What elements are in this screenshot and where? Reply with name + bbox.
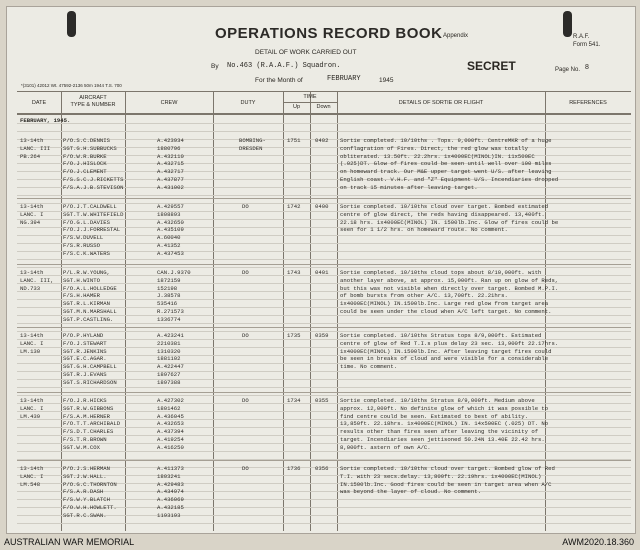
sortie-separator [17,392,631,393]
aircraft-type-number: LANC. III PB.264 [20,145,51,160]
crew-member-name: F/O.A.L.HOLLEDGE [63,284,117,292]
crew-member-service-number: 1897627 [157,371,181,378]
crew-member-service-number: A.432650 [157,218,184,226]
sortie-duty: DO [242,465,249,472]
crew-member-service-number: 152198 [157,284,178,292]
crew-member-name: F/S.H.HAMER [63,292,100,300]
crew-member-service-number: A.437877 [157,176,184,183]
crew-member-service-number: A.422447 [157,363,184,371]
ruled-line [17,131,631,132]
crew-member-service-number: A.423934 [157,137,184,144]
column-date: DATE [31,100,47,106]
page-label: Page No. [555,67,581,73]
crew-member-service-number: 1801462 [157,404,181,412]
ruled-line [17,523,631,524]
crew-member-service-number: A.434974 [157,488,184,496]
column-crew: CREW [160,100,178,106]
operations-record-sheet [6,6,636,534]
security-classification: SECRET [467,59,516,73]
crew-member-service-number: 1880796 [157,144,181,152]
time-up: 1735 [287,332,301,339]
aircraft-type-number: LANC. III, ND.733 [20,277,54,292]
crew-member-name: F/S.A.R.DASH [63,488,104,496]
crew-member-name: F/S.A.J.B.STEVISON [63,183,124,191]
column-time: TIME [303,94,317,100]
sortie-duty: DO [242,203,249,210]
crew-member-name: F/S.W.DUVELL [63,234,104,242]
crew-member-service-number: A.436069 [157,496,184,504]
column-references: REFERENCES [569,100,607,106]
column-up: Up [292,104,301,110]
aircraft-type-number: LANC. I LM.130 [20,340,44,355]
crew-member-name: F/O.T.T.ARCHIBALD [63,420,121,428]
crew-member-name: SGT.R.W.GIBBONS [63,404,114,412]
form-reference-number: Form 541. [573,42,601,48]
time-up: 1736 [287,465,301,472]
column-details: DETAILS OF SORTIE OR FLIGHT [398,100,484,106]
crew-member-service-number: 1897388 [157,378,181,386]
aircraft-type-number: LANC. I LM.548 [20,473,44,488]
column-rule [61,91,62,531]
sortie-duty: DO [242,397,249,404]
sortie-date: 13-14th [20,137,44,144]
crew-member-name: F/O.W.R.BURKE [63,152,107,160]
crew-member-service-number: 1808893 [157,210,181,218]
crew-member-name: SGT.E.C.AGAR. [63,355,107,363]
crew-member-name: F/S.T.R.BROWN [63,436,107,443]
column-rule [283,91,284,531]
form-subtitle: DETAIL OF WORK CARRIED OUT [255,49,357,56]
header-rule [17,114,631,115]
sortie-date: 13-14th [20,203,44,210]
crew-member-name: SGT.W.M.COX [63,443,100,451]
binder-hole [67,11,76,37]
sortie-details: Sortie completed. 10/10ths Stratus tops 8/9,000ft. Estimated centre of glow of Red T.I.s plus delay 23 sec. 13,900ft 22.17hrs. 1x4000EC(MINOL) IN.1500lb.Inc. After leaving target fires could be seen in breaks of cloud and were visible for a considerable time. No comment. [340,332,559,371]
month-label: For the Month of [255,77,303,84]
crew-member-name: SGT.M.N.MARSHALL [63,308,117,315]
ruled-line [17,267,631,268]
crew-member-service-number: 1336774 [157,315,181,323]
time-down: 0402 [315,137,329,144]
by-label: By [211,63,219,70]
crew-member-name: F/O.J.R.HICKS [63,397,107,404]
aircraft-type-number: LANC. I LM.439 [20,405,44,420]
column-aircraft: AIRCRAFT TYPE & NUMBER [70,95,116,108]
sortie-details: Sortie completed. 10/10ths Stratus 8/9,000ft. Medium above approx. 12,000ft. No definite glow of which it was possible to find centre could be seen. Estimated to best of ability. 13,850ft. 22.18hrs. 1x4000EC(MINOL) IN. 14x500EC (.025) DT. No results other than fires seen after leaving the vicinity of target. Incendiaries seen jettisoned 50.24N 13.40E 22.42 hrs. 8,000ft. astern of own A/C. [340,397,549,451]
crew-member-name: F/S.W.Y.BLATCH [63,496,110,504]
crew-member-service-number: A.437394 [157,428,184,436]
page-number: 8 [585,64,589,71]
ruled-line [17,515,631,516]
crew-member-service-number: A.419254 [157,436,184,443]
crew-member-service-number: J.38578 [157,292,181,300]
archive-credit: AUSTRALIAN WAR MEMORIAL [4,537,135,547]
crew-member-service-number: 1803241 [157,472,181,480]
form-reference: R.A.F. [573,34,590,40]
record-table [17,91,631,531]
crew-member-name: F/O.J.J.FORRESTAL [63,226,121,234]
crew-member-service-number: A.432185 [157,504,184,511]
crew-member-name: P/O.J.T.CALDWELL [63,203,117,210]
crew-member-service-number: A.432110 [157,152,184,160]
crew-member-service-number: A.435109 [157,226,184,234]
sortie-separator [17,198,631,199]
crew-member-service-number: 1872159 [157,276,181,284]
crew-member-name: F/O.J.CLEMENT [63,168,107,176]
sortie-separator [17,327,631,328]
time-up: 1751 [287,137,301,144]
crew-member-name: F/O.J.STEWART [63,339,107,347]
sortie-details: Sortie completed. 10/10ths . Tops. 9,000ft. CentreMKR of a huge conflagration of Fires. Direct, the red glow was totally obliterated. 13.50ft. 22.2hrs. 1x4000EC(MINOL)IN. 11x500EC (.025)DT. Glow of fires could be seen until well over 100 miles on homeward track. Our M&E upper target went U/S. after leaving English coast. V.H.F. and "Z" Equipment U/S. Incendiaries dropped on track 15 minutes after leaving target. [340,137,559,191]
crew-member-service-number: A.437453 [157,249,184,257]
time-down: 0355 [315,397,329,404]
crew-member-name: SGT.P.CASTLING. [63,315,114,323]
ruled-line [17,235,631,236]
crew-member-service-number: A.416250 [157,443,184,451]
crew-member-name: SGT.R.L.KIRMAN [63,300,110,308]
crew-member-name: P/O.J.S.HERMAN [63,465,110,472]
header-rule [17,91,631,92]
ruled-line [17,259,631,260]
crew-member-service-number: 535416 [157,300,178,308]
crew-member-name: SGT.H.WINTO [63,276,100,284]
year-value: 1945 [379,77,394,84]
crew-member-name: SGT.G.H.CAMPBELL [63,363,117,371]
crew-member-name: SGT.R.JENKINS [63,347,107,355]
crew-member-name: F/S.D.T.CHARLES [63,428,114,436]
sortie-duty: DO [242,269,249,276]
month-heading: FEBRUARY, 1945. [20,117,71,124]
crew-member-name: F/O.J.HISLOCK [63,160,107,168]
aircraft-type-number: LANC. I NG.394 [20,211,44,226]
crew-member-service-number: R.271573 [157,308,184,315]
time-up: 1734 [287,397,301,404]
crew-member-name: F/O.G.L.DAVIES [63,218,110,226]
sortie-details: Sortie completed. 10/10ths cloud over target. Bombed estimated centre of glow direct, the reds having disappeared. 13,400ft. 22.18 hrs. 1x4000EC(MINOL) IN. 1500lb.Inc. Glow of fires could be seen for 1 1/2 hrs. on homeward route. No comment. [340,203,559,234]
form-title: OPERATIONS RECORD BOOK [215,25,443,42]
crew-member-name: SGT.G.H.SUBBUCKS [63,144,117,152]
sortie-date: 13-14th [20,269,44,276]
crew-member-name: P/O.G.C.THORNTON [63,480,117,488]
crew-member-name: F/S.R.RUSSO [63,242,100,249]
crew-member-name: P/O.P.HYLAND [63,332,104,339]
crew-member-service-number: 1881102 [157,355,181,363]
ruled-line [17,243,631,244]
sortie-details: Sortie completed. 10/10ths cloud over target. Bombed glow of Red T.I. with 23 secs.delay. 13,800ft. 22.19hrs. 1x4000EC(MINOL) IN.1500lb.Inc. Good fires could be seen in target area when A/C was beyond the layer of cloud. No comment. [340,465,555,496]
sortie-date: 13-14th [20,332,44,339]
crew-member-service-number: A.411373 [157,465,184,472]
crew-member-name: F/S.S.C.J.RICKETTS [63,176,124,183]
crew-member-service-number: A.431002 [157,183,184,191]
crew-member-service-number: A.60040 [157,234,181,242]
squadron-name: No.463 (R.A.A.F.) Squadron. [227,62,341,70]
crew-member-name: SGT.R.C.SWAN. [63,511,107,519]
time-up: 1743 [287,269,301,276]
time-down: 0400 [315,203,329,210]
crew-member-name: F/O.W.H.HOWLETT. [63,504,117,511]
crew-member-name: SGT.S.RICHARDSON [63,378,117,386]
column-rule [337,91,338,531]
sortie-separator [17,460,631,461]
sortie-date: 13-14th [20,465,44,472]
crew-member-name: F/S.A.M.HERNER [63,412,110,420]
crew-member-service-number: A.429557 [157,203,184,210]
sortie-details: Sortie completed. 10/10ths cloud tops about 8/10,000ft. with another layer above, at approx. 15,000ft. Ran up on glow of Reds, but this was not visible when directly over target. Bombed M.P.I. of bomb bursts from other A/C. 13,700ft. 22.21hrs. 1x4000EC(MINOL) IN.1500lb.Inc. Large red glow from target area could be seen under the cloud when A/C left target. No comment. [340,269,559,315]
column-rule [310,91,311,531]
sortie-separator [17,264,631,265]
crew-member-name: P/L.R.W.YOUNG, [63,269,110,276]
crew-member-service-number: A.432653 [157,420,184,428]
column-rule [125,91,126,531]
crew-member-name: SGT.R.J.EVANS [63,371,107,378]
appendix-label: Appendix [443,33,469,39]
crew-member-service-number: A.41352 [157,242,181,249]
sortie-duty: BOMBING- DRESDEN [239,137,266,152]
time-rule [283,102,337,103]
crew-member-service-number: 1193193 [157,511,181,519]
archive-reference: AWM2020.18.360 [562,537,634,547]
ruled-line [17,371,631,372]
ruled-line [17,195,631,196]
binder-hole [563,11,572,37]
crew-member-name: F/S.C.K.WATERS [63,249,110,257]
crew-member-name: SGT.T.W.WHITEFIELD [63,210,124,218]
column-down: Down [316,104,331,110]
month-value: FEBRUARY [327,75,361,83]
column-duty: DUTY [240,100,256,106]
ruled-line [17,387,631,388]
time-down: 0359 [315,332,329,339]
ruled-line [17,123,631,124]
crew-member-service-number: A.427302 [157,397,184,404]
column-rule [213,91,214,531]
time-down: 0356 [315,465,329,472]
ruled-line [17,395,631,396]
crew-member-service-number: 2210381 [157,339,181,347]
time-down: 0401 [315,269,329,276]
crew-member-service-number: A.436045 [157,412,184,420]
crew-member-name: SGT.J.W.HALL. [63,472,107,480]
crew-member-service-number: A.432715 [157,160,184,168]
crew-member-service-number: A.423241 [157,332,184,339]
crew-member-service-number: A.429483 [157,480,184,488]
time-up: 1742 [287,203,301,210]
crew-member-service-number: 1310320 [157,347,181,355]
print-line: *(3101) 42012 Wt. 47592-2136 50m 1944 T.S. 700 [21,83,122,88]
crew-member-service-number: A.432717 [157,168,184,176]
crew-member-name: P/O.S.C.DENNIS [63,137,110,144]
sortie-duty: DO [242,332,249,339]
sortie-date: 13-14th [20,397,44,404]
crew-member-service-number: CAN.J.9370 [157,269,191,276]
